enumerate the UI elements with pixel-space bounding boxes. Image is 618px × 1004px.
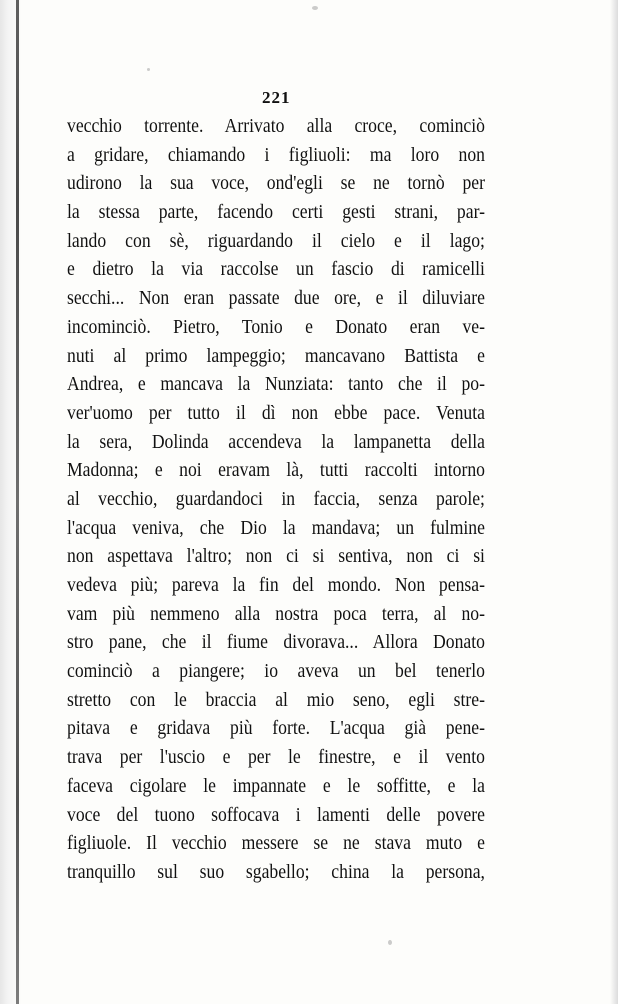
text-line: vam più nemmeno alla nostra poca terra, al no- (67, 602, 485, 625)
paper-speck (312, 6, 318, 10)
text-line: a gridare, chiamando i figliuoli: ma loro non (67, 143, 485, 166)
text-line: non aspettava l'altro; non ci si sentiva, non ci si (67, 545, 485, 568)
text-line: e dietro la via raccolse un fascio di ramicelli (67, 258, 485, 281)
text-line: trava per l'uscio e per le finestre, e il vento (67, 746, 485, 769)
text-line: nuti al primo lampeggio; mancavano Battista e (67, 344, 485, 367)
text-line: incominciò. Pietro, Tonio e Donato eran ve- (67, 315, 485, 338)
spine-edge (16, 0, 19, 1004)
text-line: cominciò a piangere; io aveva un bel tenerlo (67, 660, 485, 683)
body-text (67, 112, 485, 887)
text-line: la sera, Dolinda accendeva la lampanetta della (67, 430, 485, 453)
text-line: stretto con le braccia al mio seno, egli stre- (67, 688, 485, 711)
text-line: al vecchio, guardandoci in faccia, senza parole; (67, 487, 485, 510)
text-line: pitava e gridava più forte. L'acqua già pene- (67, 717, 485, 740)
text-line: figliuole. Il vecchio messere se ne stava muto e (67, 832, 485, 855)
text-line: udirono la sua voce, ond'egli se ne tornò per (67, 172, 485, 195)
paper-speck (388, 940, 392, 945)
text-line: Andrea, e mancava la Nunziata: tanto che il po- (67, 373, 485, 396)
text-line: tranquillo sul suo sgabello; china la persona, (67, 860, 485, 883)
text-line: ver'uomo per tutto il dì non ebbe pace. Venuta (67, 401, 485, 424)
text-line: voce del tuono soffocava i lamenti delle povere (67, 803, 485, 826)
page-number: 221 (262, 88, 291, 107)
text-line: vedeva più; pareva la fin del mondo. Non pensa- (67, 574, 485, 596)
text-line: la stessa parte, facendo certi gesti strani, par- (67, 201, 485, 224)
text-line: Madonna; e noi eravam là, tutti raccolti intorno (67, 459, 485, 482)
paper-speck (147, 68, 150, 71)
text-line: faceva cigolare le impannate e le soffitte, e la (67, 774, 485, 797)
page-edge-shadow (610, 0, 618, 1004)
text-line: stro pane, che il fiume divorava... Allora Donato (67, 631, 485, 654)
text-line: l'acqua veniva, che Dio la mandava; un fulmine (67, 516, 485, 539)
text-line: secchi... Non eran passate due ore, e il diluviare (67, 287, 485, 310)
text-line: vecchio torrente. Arrivato alla croce, cominciò (67, 115, 485, 137)
text-line: lando con sè, riguardando il cielo e il lago; (67, 229, 485, 252)
